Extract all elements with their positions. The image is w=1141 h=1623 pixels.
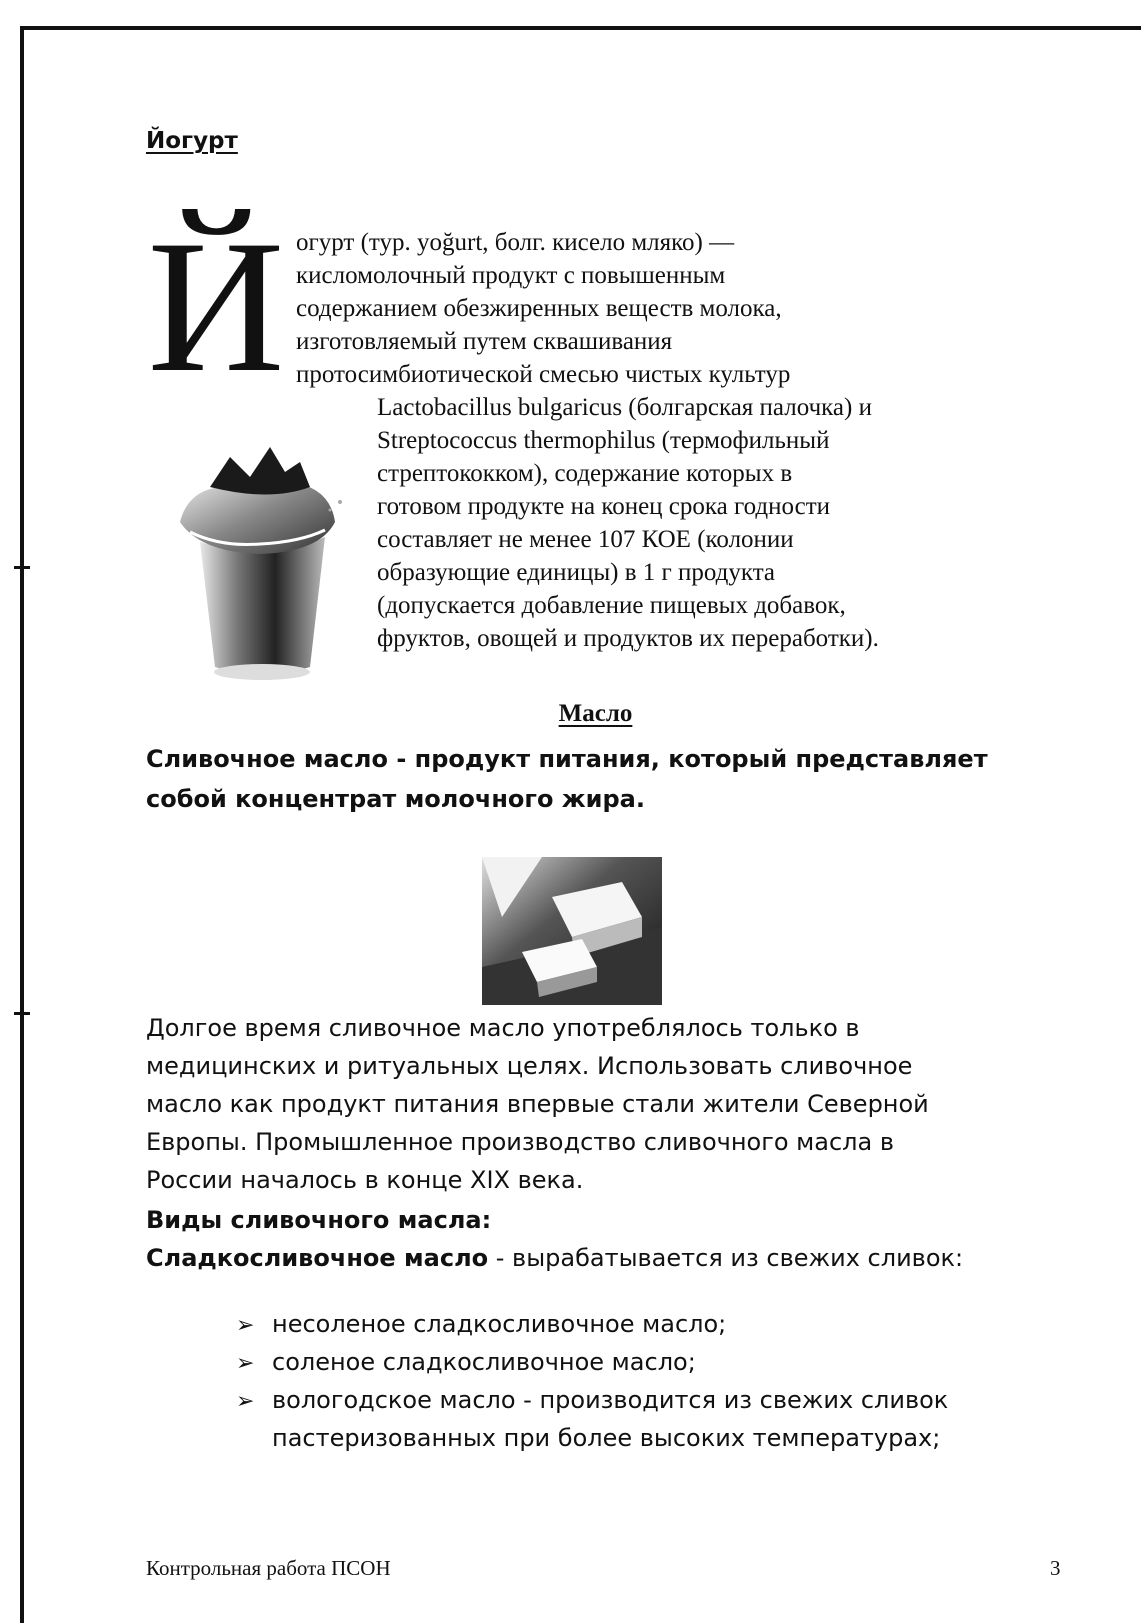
yogurt-line: составляет не менее 107 КОЕ (колонии bbox=[377, 526, 794, 553]
yogurt-line: огурт (тур. yoğurt, болг. кисело мляко) — bbox=[296, 229, 735, 256]
butter-history-line: Долгое время сливочное масло употреблялось только в bbox=[146, 1014, 860, 1042]
yogurt-line: изготовляемый путем сквашивания bbox=[296, 328, 673, 355]
sweet-butter-term: Сладкосливочное масло bbox=[146, 1244, 489, 1272]
yogurt-line: образующие единицы) в 1 г продукта bbox=[377, 559, 776, 586]
butter-image bbox=[482, 857, 662, 1005]
drop-cap-letter: Й bbox=[147, 202, 285, 412]
yogurt-line: фруктов, овощей и продуктов их переработки). bbox=[377, 625, 879, 652]
butter-history-line: масло как продукт питания впервые стали жители Северной bbox=[146, 1090, 929, 1118]
footer-title: Контрольная работа ПСОН bbox=[146, 1556, 391, 1580]
yogurt-line: протосимбиотической смесью чистых культур bbox=[296, 361, 791, 388]
list-item bbox=[236, 1342, 696, 1384]
butter-heading: Масло bbox=[558, 700, 633, 727]
list-item-continuation: пастеризованных при более высоких температурах; bbox=[272, 1424, 941, 1452]
butter-types-heading: Виды сливочного масла: bbox=[146, 1206, 492, 1234]
yogurt-line: Lactobacillus bulgaricus (болгарская палочка) и bbox=[377, 394, 872, 421]
page-border-top bbox=[20, 26, 1141, 30]
butter-history-line: Европы. Промышленное производство сливочного масла в bbox=[146, 1128, 894, 1156]
butter-history-line: медицинских и ритуальных целях. Использовать сливочное bbox=[146, 1052, 913, 1080]
butter-intro-line: Сливочное масло - продукт питания, который представляет bbox=[146, 745, 988, 773]
list-item bbox=[236, 1380, 948, 1422]
sweet-butter-desc: - вырабатывается из свежих сливок: bbox=[488, 1244, 964, 1272]
page-border-left bbox=[20, 26, 24, 1623]
butter-history-line: России началось в конце XIX века. bbox=[146, 1166, 584, 1194]
yogurt-line: Streptococcus thermophilus (термофильный bbox=[377, 427, 830, 454]
sweet-butter-line bbox=[146, 1238, 963, 1278]
arrow-bullet-icon: ➢ bbox=[236, 1389, 255, 1414]
arrow-bullet-icon: ➢ bbox=[236, 1313, 255, 1338]
page-number: 3 bbox=[1050, 1556, 1061, 1580]
list-item-text: соленое сладкосливочное масло; bbox=[272, 1348, 696, 1376]
list-item bbox=[236, 1304, 726, 1346]
drop-cap bbox=[146, 202, 286, 412]
margin-tick bbox=[14, 1012, 30, 1015]
margin-tick bbox=[14, 566, 30, 569]
list-item-text: вологодское масло - производится из свежих сливок bbox=[272, 1386, 949, 1414]
yogurt-line: стрептококком), содержание которых в bbox=[377, 460, 793, 487]
yogurt-line: кисломолочный продукт с повышенным bbox=[296, 262, 726, 289]
arrow-bullet-icon: ➢ bbox=[236, 1351, 255, 1376]
yogurt-heading: Йогурт bbox=[146, 128, 238, 154]
yogurt-line: содержанием обезжиренных веществ молока, bbox=[296, 295, 782, 322]
yogurt-line: готовом продукте на конец срока годности bbox=[377, 493, 831, 520]
butter-intro-line: собой концентрат молочного жира. bbox=[146, 785, 645, 813]
list-item-text: несоленое сладкосливочное масло; bbox=[272, 1310, 727, 1338]
yogurt-glass-image bbox=[160, 432, 360, 682]
yogurt-line: (допускается добавление пищевых добавок, bbox=[377, 592, 846, 619]
